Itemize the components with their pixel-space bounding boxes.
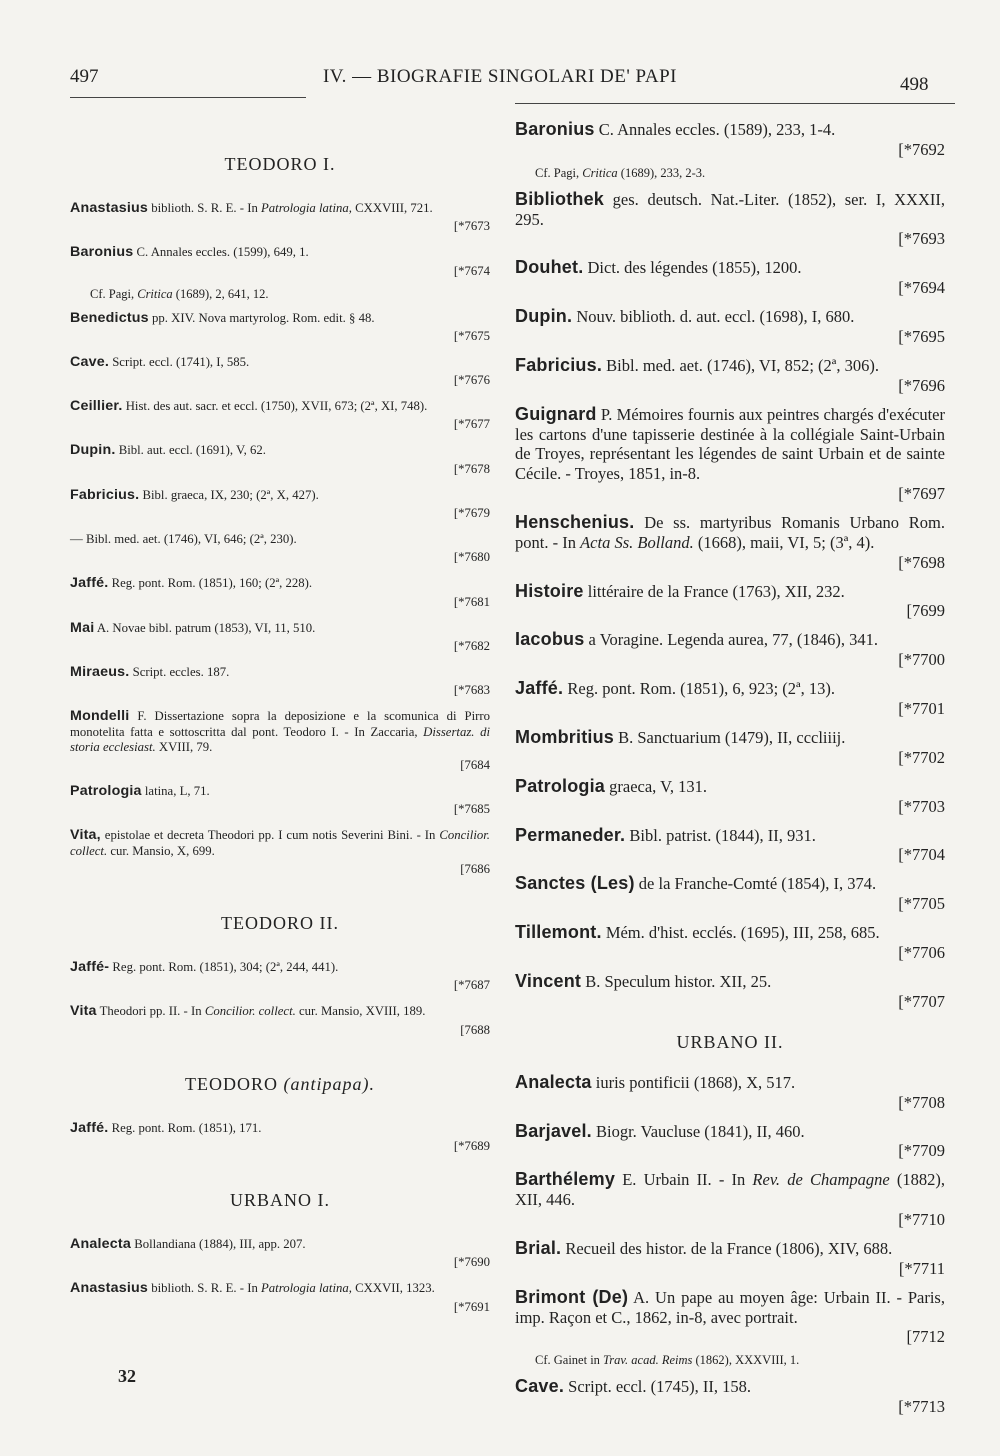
entry-number: [*7679	[453, 506, 490, 521]
entry-note	[90, 286, 490, 302]
bibliography-entry	[515, 258, 945, 298]
entry-number: [*7678	[453, 461, 490, 476]
entry-italic-title: Patrologia latina,	[261, 1281, 352, 1296]
entry-text: de la Franche-Comté (1854), I, 374.	[634, 874, 877, 894]
header-rule-left	[70, 97, 306, 98]
entry-text: A. Novae bibl. patrum (1853), VI, 11, 510.	[94, 620, 316, 635]
entry-text: Reg. pont. Rom. (1851), 171.	[108, 1120, 262, 1135]
entry-number: [*7703	[898, 796, 945, 816]
entry-heading: Brimont (De)	[515, 1286, 629, 1307]
entry-number: [*7708	[898, 1092, 945, 1112]
entry-number: [*7705	[898, 894, 945, 914]
bibliography-entry	[70, 201, 490, 236]
entry-number: [*7674	[453, 263, 490, 278]
entry-text: Bollandiana (1884), III, app. 207.	[131, 1236, 306, 1251]
bibliography-entry	[515, 307, 945, 347]
entry-text: a Voragine. Legenda aurea, 77, (1846), 341.	[584, 630, 878, 650]
entry-heading: Henschenius.	[515, 511, 635, 532]
entry-heading: Patrologia	[515, 775, 606, 796]
entry-heading: Tillemont.	[515, 922, 602, 943]
bibliography-entry	[515, 356, 945, 396]
entry-number: [*7707	[898, 991, 945, 1011]
entry-heading: Jaffé.	[70, 1119, 109, 1136]
entry-heading: Iacobus	[515, 629, 585, 650]
bibliography-entry	[70, 1004, 490, 1039]
note-text-tail: (1862), XXXVIII, 1.	[692, 1353, 800, 1368]
entry-heading: Vincent	[515, 970, 582, 991]
entry-number: [7686	[460, 862, 490, 877]
section-title: TEODORO II.	[221, 913, 339, 934]
section-title: URBANO I.	[229, 1189, 330, 1210]
bibliography-entry	[515, 923, 945, 963]
right-column	[515, 120, 945, 1426]
bibliography-entry	[70, 709, 490, 775]
entry-text-tail: cur. Mansio, XVIII, 189.	[295, 1004, 426, 1019]
bibliography-entry	[515, 1073, 945, 1113]
bibliography-entry	[70, 311, 490, 346]
entry-number: [*7697	[898, 483, 945, 503]
entry-heading: Jaffé-	[70, 959, 110, 976]
entry-text: C. Annales eccles. (1589), 233, 1-4.	[594, 120, 836, 139]
entry-heading: Baronius	[70, 244, 134, 261]
entry-italic-title: Acta Ss. Bolland.	[580, 532, 694, 552]
entry-text: Dict. des légendes (1855), 1200.	[583, 258, 802, 278]
entry-text: Script. eccl. (1741), I, 585.	[109, 354, 250, 369]
entry-number: [*7673	[453, 219, 490, 234]
bibliography-entry	[515, 777, 945, 817]
entry-text-tail: (1882), XII, 446.	[515, 1170, 945, 1210]
bibliography-entry	[70, 665, 490, 700]
section-title: TEODORO I.	[224, 154, 336, 174]
bibliography-entry	[515, 826, 945, 866]
bibliography-entry	[515, 1170, 945, 1230]
bibliography-entry	[70, 355, 490, 390]
entry-italic-title: Concilior. collect.	[204, 1004, 296, 1019]
entry-number: [*7681	[453, 594, 490, 609]
entry-text: Biogr. Vaucluse (1841), II, 460.	[591, 1121, 805, 1141]
entry-note	[535, 1352, 945, 1368]
entry-number: [*7710	[898, 1209, 945, 1229]
signature-mark: 32	[118, 1366, 136, 1386]
entry-text: Recueil des histor. de la France (1806), XIV, 688.	[561, 1238, 893, 1258]
entry-italic-title: Rev. de Champagne	[752, 1170, 890, 1190]
entry-text: A. Un pape au moyen âge: Urbain II. - Paris, imp. Raçon et C., 1862, in-8, avec portrait.	[515, 1287, 945, 1327]
entry-text-tail: CXXVII, 1323.	[351, 1281, 435, 1296]
entry-text: Theodori pp. II. - In	[96, 1004, 205, 1019]
bibliography-entry	[70, 828, 490, 879]
entry-text: Nouv. biblioth. d. aut. eccl. (1698), I, 680.	[572, 307, 855, 327]
entry-number: [*7690	[453, 1255, 490, 1270]
bibliography-entry	[515, 679, 945, 719]
entry-heading: Dupin.	[70, 442, 116, 459]
entry-heading: Mai	[70, 619, 95, 636]
left-page-number: 497	[70, 66, 99, 87]
entry-number: [*7676	[453, 373, 490, 388]
entry-heading: Baronius	[515, 119, 595, 139]
bibliography-entry	[515, 513, 945, 573]
entry-text: ges. deutsch. Nat.-Liter. (1852), ser. I, XXXII, 295.	[515, 189, 945, 229]
entry-heading: Fabricius.	[515, 354, 603, 375]
note-italic: Critica	[582, 165, 618, 180]
section-title-text: TEODORO	[185, 1073, 284, 1094]
entry-text: Script. eccles. 187.	[129, 664, 230, 679]
entry-text: pp. XIV. Nova martyrolog. Rom. edit. § 48.	[148, 310, 375, 325]
section-title	[70, 1074, 490, 1095]
entry-heading: Histoire	[515, 580, 584, 601]
note-text-tail: (1689), 233, 2-3.	[617, 165, 706, 180]
entry-number: [*7700	[898, 650, 945, 670]
entry-text-tail: XVIII, 79.	[155, 739, 213, 754]
entry-number: [*7695	[898, 326, 945, 346]
entry-heading: Mondelli	[70, 708, 130, 725]
note-text: Cf. Pagi,	[535, 165, 583, 180]
entry-text: B. Sanctuarium (1479), II, cccliiij.	[614, 727, 846, 747]
entry-number: [7684	[460, 758, 490, 773]
note-text: Cf. Gainet in	[535, 1353, 604, 1368]
entry-number: [*7683	[453, 683, 490, 698]
entry-number: [*7682	[453, 638, 490, 653]
bibliography-entry	[515, 728, 945, 768]
bibliography-entry	[70, 245, 490, 280]
entry-heading: Cave.	[70, 353, 110, 370]
entry-text-tail: cur. Mansio, X, 699.	[107, 843, 215, 858]
entry-number: [*7693	[898, 229, 945, 249]
entry-heading: Bibliothek	[515, 188, 605, 209]
bibliography-entry	[70, 1237, 490, 1272]
bibliography-entry	[515, 405, 945, 504]
entry-heading: Jaffé.	[515, 678, 564, 699]
bibliography-entry	[515, 972, 945, 1012]
bibliography-entry	[70, 488, 490, 523]
entry-heading: Analecta	[70, 1235, 132, 1252]
bibliography-entry	[515, 190, 945, 250]
entry-heading: Barthélemy	[515, 1169, 616, 1190]
entry-text: C. Annales eccles. (1599), 649, 1.	[133, 245, 309, 260]
bibliography-entry	[70, 784, 490, 819]
bibliography-entry	[70, 1281, 490, 1316]
bibliography-entry	[70, 576, 490, 611]
entry-text-tail: CXXVIII, 721.	[351, 201, 433, 215]
entry-number: [*7675	[453, 328, 490, 343]
entry-text: graeca, V, 131.	[605, 776, 708, 796]
bibliography-entry	[515, 1288, 945, 1348]
entry-number: [*7692	[898, 139, 945, 159]
entry-number: [*7680	[453, 550, 490, 565]
entry-text: iuris pontificii (1868), X, 517.	[591, 1072, 796, 1092]
entry-number: [*7689	[453, 1138, 490, 1153]
entry-heading: Mombritius	[515, 726, 614, 747]
entry-text: F. Dissertazione sopra la deposizione e la scomunica di Pirro monotelita fatta e sottoscritta dal pont. Teodoro I. - In Zaccaria,	[70, 709, 490, 739]
entry-number: [*7698	[898, 552, 945, 572]
entry-heading: Permaneder.	[515, 824, 626, 845]
entry-heading: Douhet.	[515, 257, 584, 278]
bibliography-entry	[515, 630, 945, 670]
note-italic: Trav. acad. Reims	[603, 1353, 693, 1368]
bibliography-entry	[515, 1239, 945, 1279]
entry-text: — Bibl. med. aet. (1746), VI, 646; (2ª, 230).	[70, 532, 297, 547]
entry-text: B. Speculum histor. XII, 25.	[581, 971, 772, 991]
entry-heading: Dupin.	[515, 306, 573, 327]
bibliography-entry	[70, 399, 490, 434]
bibliography-entry	[515, 1377, 945, 1417]
entry-heading: Ceillier.	[70, 398, 123, 415]
right-page-number: 498	[900, 74, 929, 95]
entry-text: biblioth. S. R. E. - In	[148, 1281, 262, 1296]
entry-number: [*7687	[453, 978, 490, 993]
bibliography-entry	[515, 874, 945, 914]
entry-text: Bibl. patrist. (1844), II, 931.	[625, 825, 816, 845]
entry-text: E. Urbain II. - In	[615, 1170, 753, 1190]
header-rule-right	[515, 103, 955, 104]
bibliography-entry	[70, 1121, 490, 1156]
entry-text: Mém. d'hist. ecclés. (1695), III, 258, 685.	[601, 923, 880, 943]
entry-text: Reg. pont. Rom. (1851), 304; (2ª, 244, 441).	[109, 960, 339, 975]
entry-number: [*7704	[898, 845, 945, 865]
entry-number: [*7706	[898, 942, 945, 962]
entry-text: littéraire de la France (1763), XII, 232.	[583, 581, 845, 601]
entry-heading: Benedictus	[70, 309, 149, 326]
entry-number: [*7696	[898, 375, 945, 395]
page-header	[0, 0, 1000, 100]
section-title-italic: (antipapa).	[283, 1073, 375, 1094]
entry-text: Script. eccl. (1745), II, 158.	[564, 1377, 751, 1397]
entry-note	[535, 165, 945, 181]
entry-italic-title: Dissertaz. di storia ecclesiast.	[70, 724, 490, 754]
entry-heading: Patrologia	[70, 783, 142, 800]
entry-number: [*7702	[898, 747, 945, 767]
entry-text: Reg. pont. Rom. (1851), 160; (2ª, 228).	[108, 576, 313, 591]
entry-text: Bibl. aut. eccl. (1691), V, 62.	[115, 443, 266, 458]
entry-text: biblioth. S. R. E. - In	[148, 201, 262, 215]
entry-heading: Barjavel.	[515, 1120, 592, 1141]
note-italic: Critica	[137, 286, 173, 301]
entry-text: Bibl. graeca, IX, 230; (2ª, X, 427).	[139, 487, 319, 502]
entry-number: [7712	[906, 1327, 945, 1347]
entry-number: [*7701	[898, 698, 945, 718]
bibliography-entry	[515, 582, 945, 622]
entry-number: [*7691	[453, 1299, 490, 1314]
entry-heading: Anastasius	[70, 1280, 149, 1297]
entry-italic-title: Patrologia latina,	[261, 201, 352, 215]
bibliography-entry	[70, 960, 490, 995]
note-text: Cf. Pagi,	[90, 286, 138, 301]
entry-heading: Anastasius	[70, 200, 149, 216]
entry-heading: Fabricius.	[70, 486, 140, 503]
entry-text: Reg. pont. Rom. (1851), 6, 923; (2ª, 13).	[563, 679, 835, 699]
entry-number: [7699	[906, 601, 945, 621]
entry-heading: Brial.	[515, 1237, 562, 1258]
entry-italic-title: Concilior. collect.	[70, 828, 490, 858]
entry-number: [*7677	[453, 417, 490, 432]
bibliography-entry	[70, 532, 490, 567]
entry-number: [*7709	[898, 1141, 945, 1161]
entry-heading: Guignard	[515, 403, 597, 424]
entry-text-tail: (1668), maii, VI, 5; (3ª, 4).	[693, 532, 875, 552]
note-text-tail: (1689), 2, 641, 12.	[172, 286, 269, 301]
entry-text: Bibl. med. aet. (1746), VI, 852; (2ª, 306).	[602, 355, 879, 375]
section-title: URBANO II.	[676, 1031, 784, 1052]
entry-text: P. Mémoires fournis aux peintres chargés d'exécuter les cartons d'une tapisserie destinée à la collégiale Saint-Urbain de Troyes, représentant les légendes de saint Urbain et de sainte Cécile. - Troyes, 1851, in-8.	[515, 404, 945, 484]
entry-heading: Analecta	[515, 1071, 592, 1092]
bibliography-entry	[515, 120, 945, 160]
left-column	[70, 120, 490, 1326]
entry-heading: Miraeus.	[70, 663, 130, 680]
entry-number: [*7694	[898, 278, 945, 298]
bibliography-entry	[70, 621, 490, 656]
entry-text: Hist. des aut. sacr. et eccl. (1750), XVII, 673; (2ª, XI, 748).	[122, 399, 428, 414]
entry-number: [*7711	[898, 1258, 945, 1278]
entry-heading: Cave.	[515, 1376, 565, 1397]
entry-text: epistolae et decreta Theodori pp. I cum notis Severini Bini. - In	[100, 828, 440, 843]
entry-text: De ss. martyribus Romanis Urbano Rom. pont. - In	[515, 512, 945, 552]
bibliography-entry	[515, 1122, 945, 1162]
entry-heading: Vita,	[70, 827, 101, 844]
entry-number: [*7713	[898, 1397, 945, 1417]
entry-heading: Vita	[70, 1003, 97, 1020]
bibliography-entry	[70, 443, 490, 478]
running-title: IV. — BIOGRAFIE SINGOLARI DE' PAPI	[322, 66, 677, 87]
entry-text: latina, L, 71.	[141, 784, 210, 799]
entry-number: [7688	[460, 1022, 490, 1037]
entry-heading: Jaffé.	[70, 575, 109, 592]
entry-heading: Sanctes (Les)	[515, 873, 635, 894]
entry-number: [*7685	[453, 802, 490, 817]
